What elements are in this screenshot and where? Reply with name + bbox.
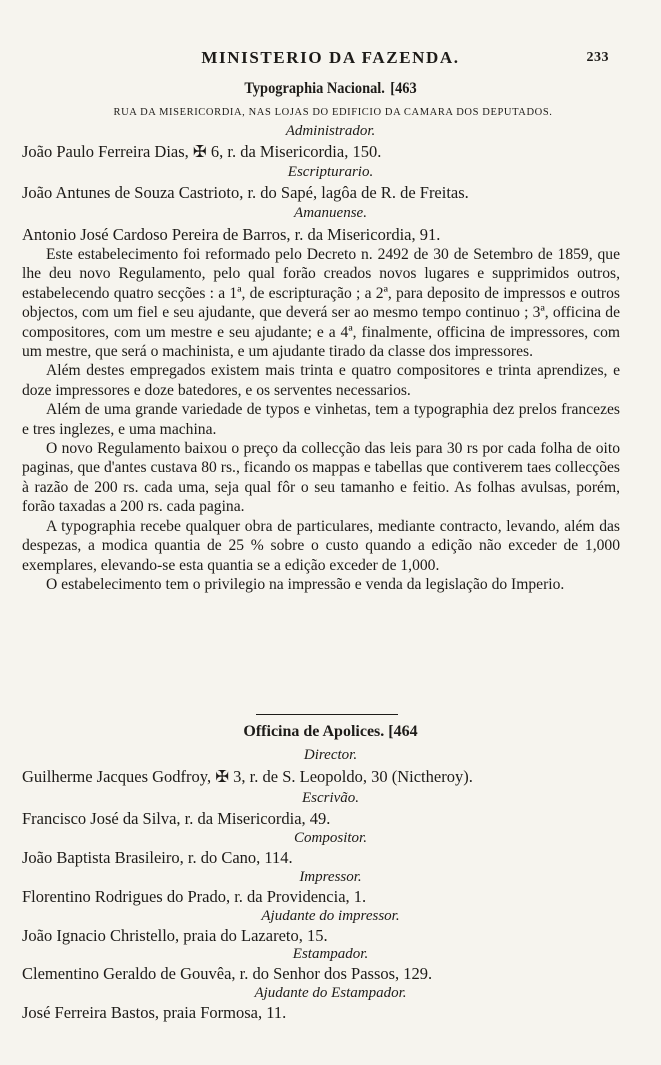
staff-entry: Francisco José da Silva, r. da Misericordia, 49. — [22, 809, 331, 828]
role-title: Compositor. — [294, 830, 367, 846]
role-title: Amanuense. — [294, 205, 367, 221]
role-title: Escrivão. — [301, 790, 360, 806]
role-title: Ajudante do Estampador. — [254, 985, 407, 1001]
staff-entry: João Baptista Brasileiro, r. do Cano, 114. — [22, 848, 293, 867]
paragraph: Este estabelecimento foi reformado pelo Decreto n. 2492 de 30 de Setembro de 1859, que lhe deu novo Regulamento, pelo qual forão creados novos lugares e supprimidos outros, estabelecendo quatro secções : a 1ª, de escripturação ; a 2ª, para deposito de impressos e outros objectos, com um fiel e seu ajudante, que deverá ser ao mesmo tempo continuo ; 3ª, officina de compositores, com um mestre e seu ajudante; e a 4ª, finalmente, officina de impressores, com um mestre, que será o machinista, e um ajudante tirado da classe dos impressores. — [22, 246, 620, 361]
running-title: MINISTERIO DA FAZENDA. — [201, 48, 460, 67]
section-heading-typographia — [33, 80, 628, 98]
typographia-description — [22, 245, 620, 594]
page-number: 233 — [586, 50, 609, 65]
paragraph: A typographia recebe qualquer obra de particulares, mediante contracto, levando, além das despezas, a modica quantia de 25 % sobre o custo quando a edição não exceder de 1,000 exemplares, elevando-se esta quantia se a edição exceder de 1,000. — [22, 517, 620, 574]
section-divider — [256, 714, 398, 715]
section-number: [463 — [390, 80, 417, 97]
role-title: Impressor. — [299, 869, 362, 885]
role-title: Estampador. — [292, 946, 369, 962]
role-title: Director. — [303, 747, 358, 763]
section-title: Officina de Apolices. — [243, 723, 385, 740]
role-title: Administrador. — [285, 123, 376, 139]
role-title: Escripturario. — [287, 164, 374, 180]
paragraph: Além de uma grande variedade de typos e vinhetas, tem a typographia dez prelos francezes e tres inglezes, e uma machina. — [22, 401, 620, 438]
staff-entry: Guilherme Jacques Godfroy, ✠ 3, r. de S. Leopoldo, 30 (Nictheroy). — [22, 767, 473, 786]
section-number: [464 — [388, 723, 418, 740]
section-title: Typographia Nacional. — [244, 80, 385, 97]
staff-entry: Florentino Rodrigues do Prado, r. da Providencia, 1. — [22, 887, 367, 906]
paragraph: O estabelecimento tem o privilegio na impressão e venda da legislação do Imperio. — [46, 575, 565, 593]
paragraph: Além destes empregados existem mais trinta e quatro compositores e trinta aprendizes, e doze impressores e doze batedores, e os serventes necessarios. — [22, 362, 620, 399]
staff-entry: João Antunes de Souza Castrioto, r. do Sapé, lagôa de R. de Freitas. — [22, 183, 469, 202]
staff-entry: José Ferreira Bastos, praia Formosa, 11. — [22, 1003, 287, 1022]
staff-entry: Antonio José Cardoso Pereira de Barros, r. da Misericordia, 91. — [22, 225, 441, 244]
staff-entry: João Paulo Ferreira Dias, ✠ 6, r. da Misericordia, 150. — [22, 142, 382, 161]
staff-entry: Clementino Geraldo de Gouvêa, r. do Senhor dos Passos, 129. — [22, 964, 433, 983]
staff-entry: João Ignacio Christello, praia do Lazareto, 15. — [22, 926, 328, 945]
section-heading-apolices — [0, 723, 661, 741]
section-address: RUA DA MISERICORDIA, NAS LOJAS DO EDIFICIO DA CAMARA DOS DEPUTADOS. — [113, 107, 553, 118]
paragraph: O novo Regulamento baixou o preço da collecção das leis para 30 rs por cada folha de oito paginas, que d'antes custava 80 rs., ficando os mappas e tabellas que contiverem taes collecções à razão de 200 rs. cada uma, seja qual fôr o seu tamanho e feitio. As folhas avulsas, porém, forão taxadas a 200 rs. cada pagina. — [22, 440, 620, 516]
role-title: Ajudante do impressor. — [261, 908, 400, 924]
